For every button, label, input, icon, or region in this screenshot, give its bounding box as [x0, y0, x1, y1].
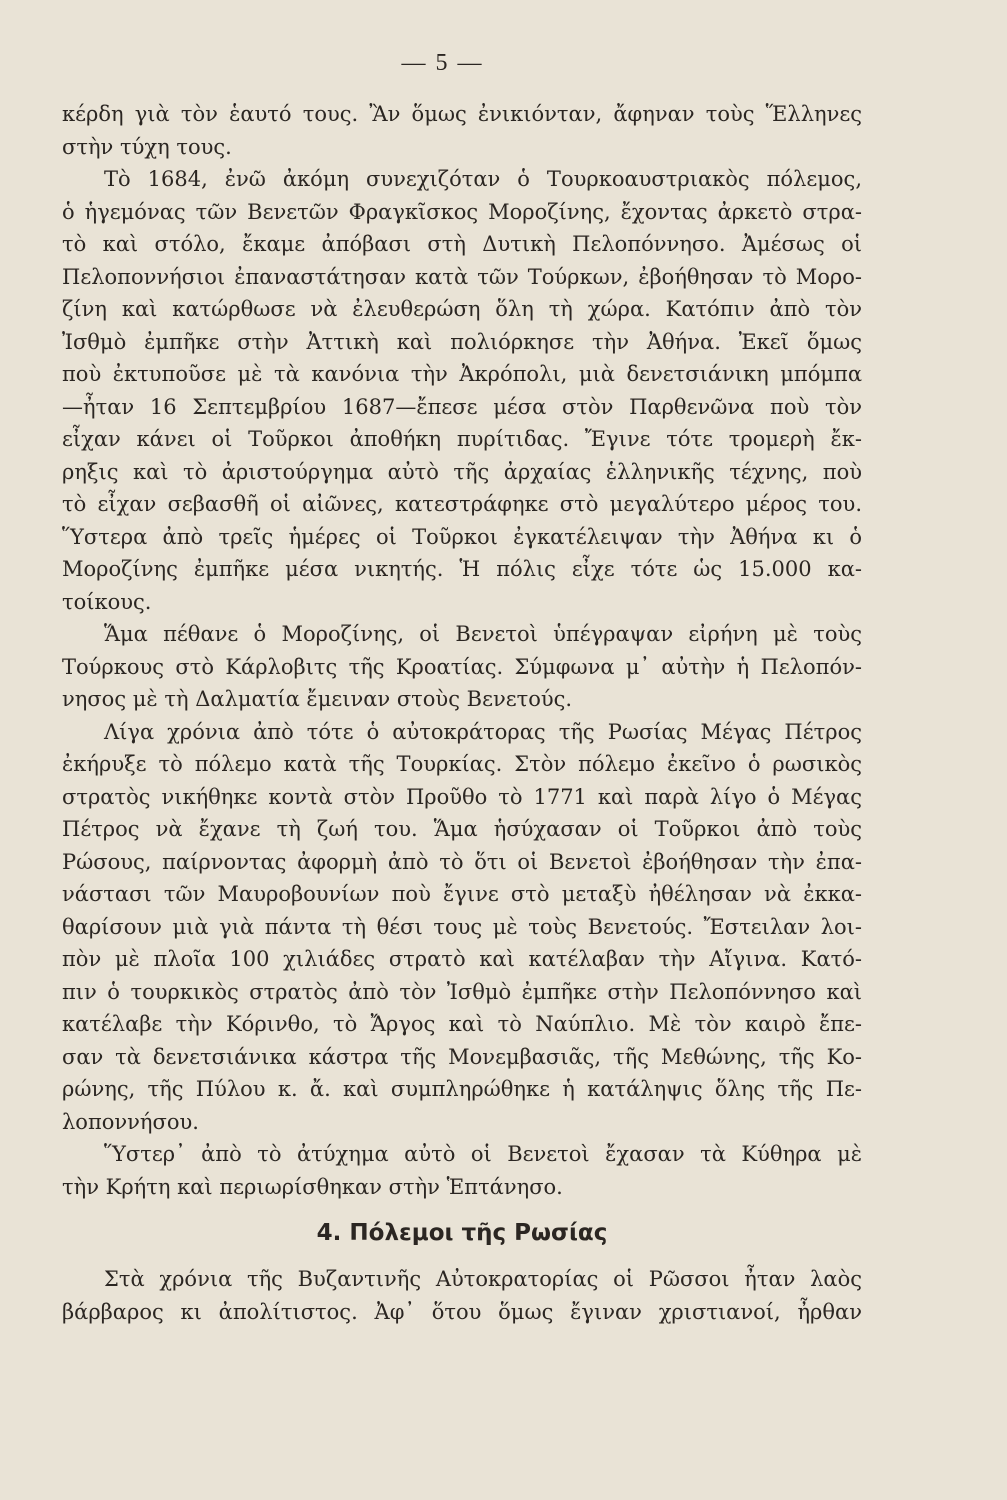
text-line: κέρδη γιὰ τὸν ἑαυτό τους. Ἂν ὅμως ἐνικιόνταν, ἄφηναν τοὺς Ἕλληνες: [62, 102, 862, 126]
text-line: λοποννήσου.: [62, 1109, 199, 1134]
text-line: Ρώσους, παίρνοντας ἀφορμὴ ἀπὸ τὸ ὅτι οἱ Βενετοὶ ἐβοήθησαν τὴν ἐπα-: [62, 849, 862, 874]
text-line: ρώνης, τῆς Πύλου κ. ἄ. καὶ συμπληρώθηκε ἡ κατάληψις ὅλης τῆς Πε-: [62, 1077, 862, 1101]
text-line: Ὕστερ᾽ ἀπὸ τὸ ἀτύχημα αὐτὸ οἱ Βενετοὶ ἔχασαν τὰ Κύθηρα μὲ: [104, 1142, 862, 1166]
text-line: Ἰσθμὸ ἐμπῆκε στὴν Ἀττικὴ καὶ πολιόρκησε τὴν Ἀθήνα. Ἐκεῖ ὅμως: [62, 329, 862, 354]
text-line: Λίγα χρόνια ἀπὸ τότε ὁ αὐτοκράτορας τῆς Ρωσίας Μέγας Πέτρος: [104, 719, 862, 744]
text-line: στὴν τύχη τους.: [62, 134, 232, 159]
text-line: στρατὸς νικήθηκε κοντὰ στὸν Προῦθο τὸ 1771 καὶ παρὰ λίγο ὁ Μέγας: [62, 784, 862, 809]
page-number: — 5 —: [401, 50, 484, 76]
text-line: Ἅμα πέθανε ὁ Μοροζίνης, οἱ Βενετοὶ ὑπέγραψαν εἰρήνη μὲ τοὺς: [104, 622, 862, 646]
text-line: πὸν μὲ πλοῖα 100 χιλιάδες στρατὸ καὶ κατέλαβαν τὴν Αἴγινα. Κατό-: [62, 947, 862, 971]
text-line: τὸ καὶ στόλο, ἔκαμε ἀπόβασι στὴ Δυτικὴ Πελοπόννησο. Ἀμέσως οἱ: [62, 232, 862, 256]
text-line: θαρίσουν μιὰ γιὰ πάντα τὴ θέσι τους μὲ τοὺς Βενετούς. Ἔστειλαν λοι-: [62, 914, 862, 939]
text-line: κατέλαβε τὴν Κόρινθο, τὸ Ἄργος καὶ τὸ Ναύπλιο. Μὲ τὸν καιρὸ ἔπε-: [62, 1012, 862, 1036]
text-line: σαν τὰ δενετσιάνικα κάστρα τῆς Μονεμβασιᾶς, τῆς Μεθώνης, τῆς Κο-: [62, 1044, 862, 1069]
text-line: Τούρκους στὸ Κάρλοβιτς τῆς Κροατίας. Σύμφωνα μ᾽ αὐτὴν ἡ Πελοπόν-: [62, 654, 862, 679]
text-line: νάστασι τῶν Μαυροβουνίων ποὺ ἔγινε στὸ μεταξὺ ἠθέλησαν νὰ ἐκκα-: [62, 882, 862, 906]
text-line: τὴν Κρήτη καὶ περιωρίσθηκαν στὴν Ἑπτάνησο.: [62, 1174, 563, 1199]
text-line: ἐκήρυξε τὸ πόλεμο κατὰ τῆς Τουρκίας. Στὸν πόλεμο ἐκεῖνο ὁ ρωσικὸς: [62, 752, 862, 776]
text-line: ὁ ἡγεμόνας τῶν Βενετῶν Φραγκῖσκος Μοροζίνης, ἔχοντας ἀρκετὸ στρα-: [62, 199, 862, 224]
text-line: Πέτρος νὰ ἔχανε τὴ ζωή του. Ἅμα ἡσύχασαν οἱ Τοῦρκοι ἀπὸ τοὺς: [62, 817, 862, 841]
text-line: Μοροζίνης ἐμπῆκε μέσα νικητής. Ἡ πόλις εἶχε τότε ὡς 15.000 κα-: [62, 557, 862, 581]
text-line: Τὸ 1684, ἐνῶ ἀκόμη συνεχιζόταν ὁ Τουρκοαυστριακὸς πόλεμος,: [104, 167, 862, 191]
text-line: τὸ εἶχαν σεβασθῆ οἱ αἰῶνες, κατεστράφηκε στὸ μεγαλύτερο μέρος του.: [62, 492, 862, 516]
text-line: Ὕστερα ἀπὸ τρεῖς ἡμέρες οἱ Τοῦρκοι ἐγκατέλειψαν τὴν Ἀθήνα κι ὁ: [62, 524, 862, 549]
text-line: ρηξις καὶ τὸ ἀριστούργημα αὐτὸ τῆς ἀρχαίας ἑλληνικῆς τέχνης, ποὺ: [62, 459, 862, 484]
text-line: τοίκους.: [62, 589, 152, 614]
text-line: εἶχαν κάνει οἱ Τοῦρκοι ἀποθήκη πυρίτιδας. Ἔγινε τότε τρομερὴ ἔκ-: [62, 427, 862, 451]
text-line: ποὺ ἐκτυποῦσε μὲ τὰ κανόνια τὴν Ἀκρόπολι, μιὰ δενετσιάνικη μπόμπα: [62, 362, 862, 386]
text-line: Πελοποννήσιοι ἐπαναστάτησαν κατὰ τῶν Τούρκων, ἐβοήθησαν τὸ Μορο-: [62, 264, 862, 289]
text-line: νησος μὲ τὴ Δαλματία ἔμειναν στοὺς Βενετούς.: [62, 687, 573, 711]
section-heading: 4. Πόλεμοι τῆς Ρωσίας: [316, 1220, 608, 1246]
body-text: [62, 98, 862, 1328]
text-line: ζίνη καὶ κατώρθωσε νὰ ἐλευθερώση ὅλη τὴ χώρα. Κατόπιν ἀπὸ τὸν: [62, 297, 862, 321]
text-line: Στὰ χρόνια τῆς Βυζαντινῆς Αὐτοκρατορίας οἱ Ρῶσσοι ἦταν λαὸς: [104, 1267, 862, 1291]
text-line: βάρβαρος κι ἀπολίτιστος. Ἀφ᾽ ὅτου ὅμως ἔγιναν χριστιανοί, ἦρθαν: [62, 1299, 862, 1324]
text-line: —ἦταν 16 Σεπτεμβρίου 1687—ἔπεσε μέσα στὸν Παρθενῶνα ποὺ τὸν: [62, 394, 862, 419]
text-line: πιν ὁ τουρκικὸς στρατὸς ἀπὸ τὸν Ἰσθμὸ ἐμπῆκε στὴν Πελοπόννησο καὶ: [62, 979, 862, 1004]
